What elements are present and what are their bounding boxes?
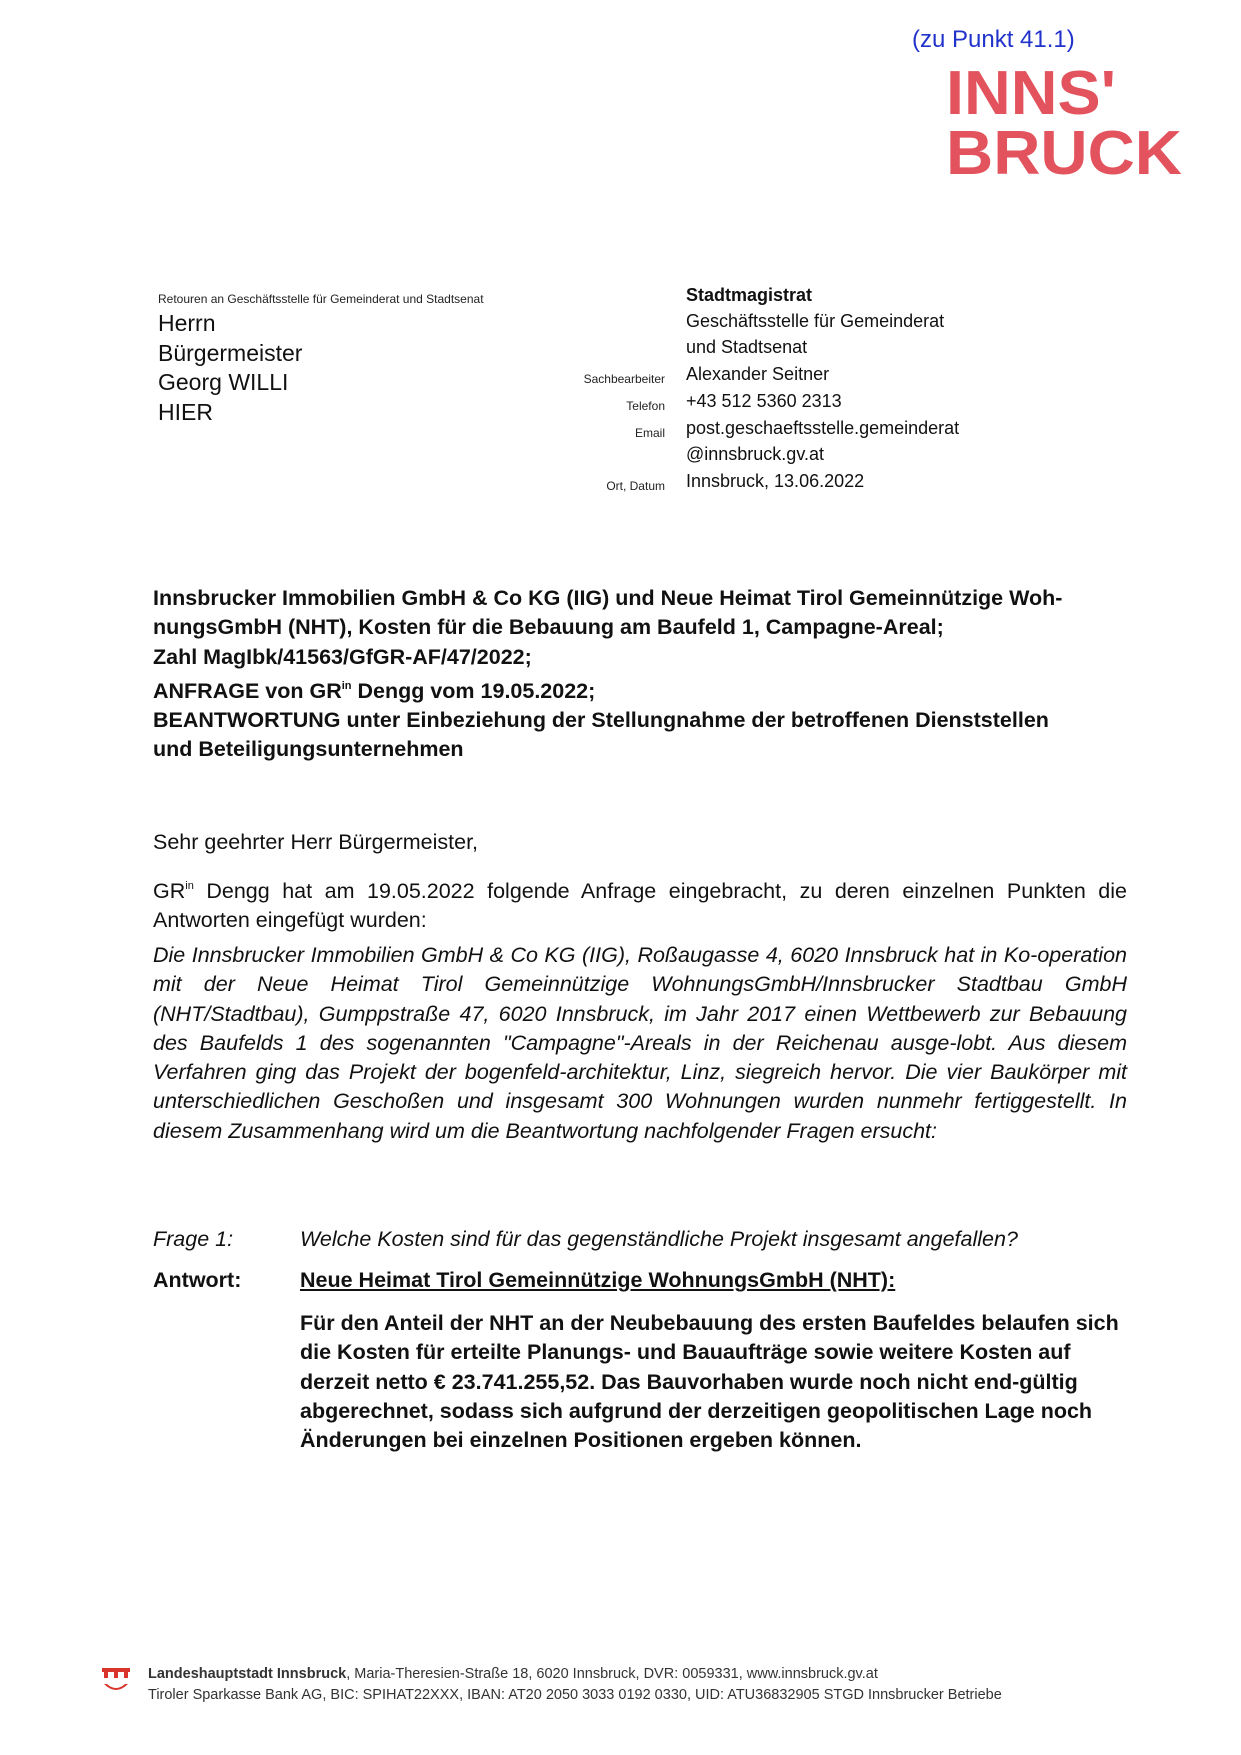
question-text: Welche Kosten sind für das gegenständliche Projekt insgesamt angefallen? — [300, 1227, 1018, 1251]
footer — [148, 1664, 1002, 1706]
return-address-line: Retouren an Geschäftsstelle für Gemeinderat und Stadtsenat — [158, 292, 484, 306]
place-date-value: Innsbruck, 13.06.2022 — [686, 471, 865, 491]
subject-line: ANFRAGE von $GR^{in}$ Dengg vom 19.05.2022; — [153, 678, 596, 703]
inquiry-quote: Die Innsbrucker Immobilien GmbH & Co KG (IIG), Roßaugasse 4, 6020 Innsbruck hat in Ko-operation mit der Neue Heimat Tirol Gemeinnützige WohnungsGmbH/Innsbrucker Stadtbau GmbH (NHT/Stadtbau), Gumppstraße 47, 6020 Innsbruck, im Jahr 2017 einen Wettbewerb zur Bebauung des Baufelds 1 des sogenannten "Campagne"-Areals in der Reichenau ausge-lobt. Aus diesem Verfahren ging das Projekt der bogenfeld-architektur, Linz, siegreich hervor. Die vier Baukörper mit unterschiedlichen Geschoßen und insgesamt 300 Wohnungen wurden nunmehr fertiggestellt. In diesem Zusammenhang wird um die Beantwortung nachfolgender Fragen ersucht: — [153, 943, 1127, 1143]
email-value: post.geschaeftsstelle.gemeinderat — [686, 418, 960, 438]
recipient-line: Georg WILLI — [158, 369, 289, 395]
recipient-line: Bürgermeister — [158, 339, 303, 366]
recipient-line: Herrn — [158, 310, 216, 336]
email-value-domain: @innsbruck.gv.at — [686, 444, 824, 464]
email-label: Email — [634, 426, 665, 440]
clerk-label: Sachbearbeiter — [583, 372, 665, 386]
sender-department: Stadtmagistrat — [686, 285, 813, 305]
footer-line-2: Tiroler Sparkasse Bank AG, BIC: SPIHAT22XXX, IBAN: AT20 2050 3033 0192 0330, UID: ATU36832905 STGD Innsbrucker Betriebe — [148, 1687, 1002, 1703]
place-date-label: Ort, Datum — [606, 479, 665, 493]
coat-of-arms-icon — [101, 1666, 131, 1696]
question-label: Frage 1: — [153, 1227, 234, 1251]
subject-line: nungsGmbH (NHT), Kosten für die Bebauung am Baufeld 1, Campagne-Areal; — [153, 615, 944, 640]
subject-line: und Beteiligungsunternehmen — [153, 737, 464, 762]
answer-text: Für den Anteil der NHT an der Neubebauung des ersten Baufeldes belaufen sich die Kosten für erteilte Planungs- und Bauaufträge sowie weitere Kosten auf derzeit netto € 23.741.255,52. Das Bauvorhaben wurde noch nicht end-gültig abgerechnet, sodass sich aufgrund der derzeitigen geopolitischen Lage noch Änderungen bei einzelnen Positionen ergeben können. — [300, 1311, 1119, 1453]
recipient-block — [158, 309, 302, 427]
clerk-value: Alexander Seitner — [686, 364, 830, 384]
subject-line: Innsbrucker Immobilien GmbH & Co KG (IIG) und Neue Heimat Tirol Gemeinnützige Woh- — [153, 586, 1063, 610]
subject-line: Zahl MagIbk/41563/GfGR-AF/47/2022; — [153, 644, 532, 669]
phone-label: Telefon — [626, 399, 665, 413]
recipient-line: HIER — [158, 398, 213, 425]
answer-organization: Neue Heimat Tirol Gemeinnützige WohnungsGmbH (NHT): — [300, 1268, 896, 1292]
innsbruck-logo — [946, 58, 1192, 178]
logo-line-2: BRUCK — [946, 119, 1183, 178]
phone-value: +43 512 5360 2313 — [686, 391, 842, 411]
logo-line-1: INNS' — [946, 59, 1116, 128]
footer-line-1: Landeshauptstadt Innsbruck, Maria-Theresien-Straße 18, 6020 Innsbruck, DVR: 0059331, www.innsbruck.gv.at — [148, 1666, 878, 1682]
reference-note: (zu Punkt 41.1) — [912, 26, 1075, 53]
intro-paragraph: $GR^{in}$ Dengg hat am 19.05.2022 folgende Anfrage eingebracht, zu deren einzelnen Punkten die Antworten eingefügt wurden: — [153, 879, 1127, 932]
answer-label: Antwort: — [153, 1268, 242, 1292]
sender-office-line1: Geschäftsstelle für Gemeinderat — [686, 311, 945, 331]
subject-block — [153, 584, 1133, 765]
subject-line: BEANTWORTUNG unter Einbeziehung der Stellungnahme der betroffenen Dienststellen — [153, 708, 1049, 733]
greeting: Sehr geehrter Herr Bürgermeister, — [153, 830, 479, 854]
sender-office-line2: und Stadtsenat — [686, 337, 808, 357]
